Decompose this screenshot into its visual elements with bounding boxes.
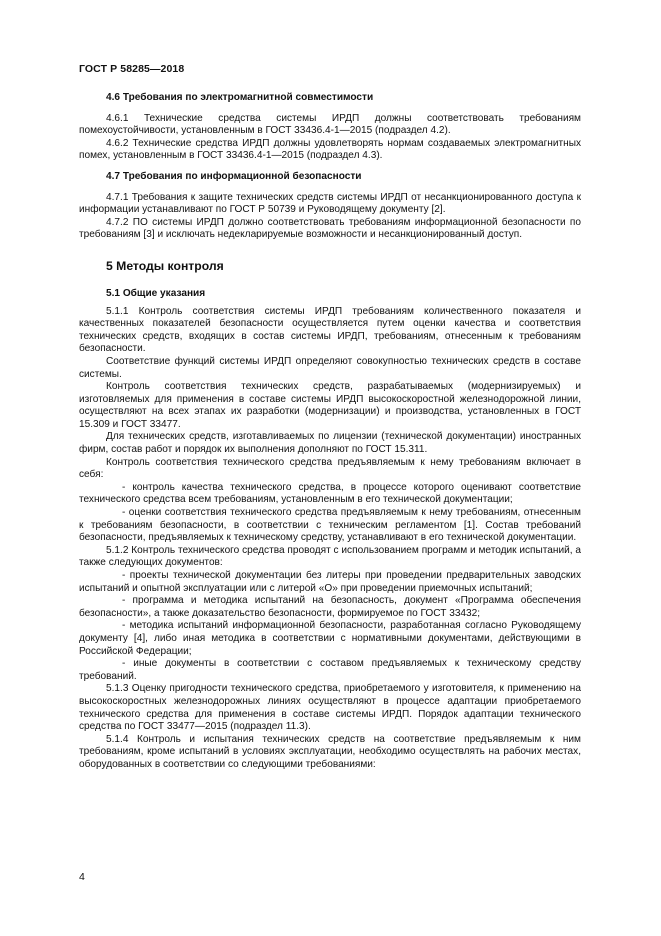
section-5-heading: 5 Методы контроля [106, 258, 224, 273]
body-paragraph: 5.1.3 Оценку пригодности технического средства, приобретаемого у изготовителя, к применению на высокоскоростных железнодорожных линиях осуществляют в процессе адаптации приобретаемого технического средства для применения в составе системы ИРДП. Порядок адаптации технического средства по ГОСТ 33477—2015 (подраздел 11.3). [79, 683, 581, 733]
paragraph-4-7-1: 4.7.1 Требования к защите технических средств системы ИРДП от несанкционированного доступа к информации устанавливают по ГОСТ Р 50739 и Руководящему документу [2]. [79, 191, 581, 216]
list-item: - проекты технической документации без литеры при проведении предварительных заводских испытаний и опытной эксплуатации или с литерой «О» при проведении приемочных испытаний; [79, 570, 581, 594]
body-paragraph: Контроль соответствия технического средства предъявляемым к нему требованиям включает в себя: [79, 456, 581, 481]
body-paragraph: 5.1.4 Контроль и испытания технических средств на соответствие предъявляемым к ним требованиям, кроме испытаний в условиях эксплуатации, необходимо осуществлять на рабочих местах, оборудованных в соответствии со следующими требованиями: [79, 733, 581, 770]
list-item: - оценки соответствия технического средства предъявляемым к нему требованиям, отнесенным к требованиям безопасности, в соответствии с техническим регламентом [1]. Состав требований безопасности, предъявляемых к техническому средству, устанавливают в его технической документации. [79, 507, 581, 544]
section-5-1-paragraphs [79, 306, 581, 772]
list-item: - методика испытаний информационной безопасности, разработанная согласно Руководящему документу [4], либо иная методика в соответствии с нормативными документами, действующими в Российской Федерации; [79, 620, 581, 657]
paragraph-4-6-1: 4.6.1 Технические средства системы ИРДП должны соответствовать требованиям помехоустойчивости, установленным в ГОСТ 33436.4-1—2015 (подраздел 4.2). [79, 112, 581, 137]
page-number: 4 [79, 871, 85, 883]
paragraph-4-7-2: 4.7.2 ПО системы ИРДП должно соответствовать требованиям информационной безопасности по требованиям [3] и исключать недекларируемые возможности и несанкционированный доступ. [79, 216, 581, 241]
list-item: - иные документы в соответствии с составом предъявляемых к техническому средству требований. [79, 658, 581, 682]
body-paragraph: Для технических средств, изготавливаемых по лицензии (технической документации) иностранных фирм, состав работ и порядок их выполнения дополняют по ГОСТ 15.311. [79, 431, 581, 456]
body-paragraph: Соответствие функций системы ИРДП определяют совокупностью технических средств в составе системы. [79, 355, 581, 380]
paragraph-4-6-2: 4.6.2 Технические средства ИРДП должны удовлетворять нормам создаваемых электромагнитных помех, установленным в ГОСТ 33436.4-1—2015 (подраздел 4.3). [79, 137, 581, 162]
section-4-6-heading: 4.6 Требования по электромагнитной совместимости [106, 92, 374, 103]
document-body [79, 92, 581, 772]
list-item: - программа и методика испытаний на безопасность, документ «Программа обеспечения безопасности», а также доказательство безопасности, формируемое по ГОСТ 33432; [79, 595, 581, 619]
body-paragraph: Контроль соответствия технических средств, разрабатываемых (модернизируемых) и изготовляемых для применения в составе системы ИРДП высокоскоростной железнодорожной линии, осуществляют на всех этапах их разработки (модернизации) и производства, установленных в ГОСТ 15.309 и ГОСТ 33477. [79, 381, 581, 430]
body-paragraph: 5.1.2 Контроль технического средства проводят с использованием программ и методик испытаний, а также следующих документов: [79, 544, 581, 569]
section-5-1-heading: 5.1 Общие указания [106, 287, 206, 299]
running-header: ГОСТ Р 58285—2018 [79, 63, 185, 75]
body-paragraph: 5.1.1 Контроль соответствия системы ИРДП требованиям количественного показателя и качественных показателей безопасности осуществляется путем оценки качества и соответствия технических средств, входящих в состав системы ИРДП, требованиям, отнесенным к требованиям безопасности. [79, 305, 581, 355]
section-4-7-heading: 4.7 Требования по информационной безопасности [106, 170, 362, 182]
list-item: - контроль качества технического средства, в процессе которого оценивают соответствие технического средства всем требованиям, установленным в его технической документации; [79, 481, 581, 506]
